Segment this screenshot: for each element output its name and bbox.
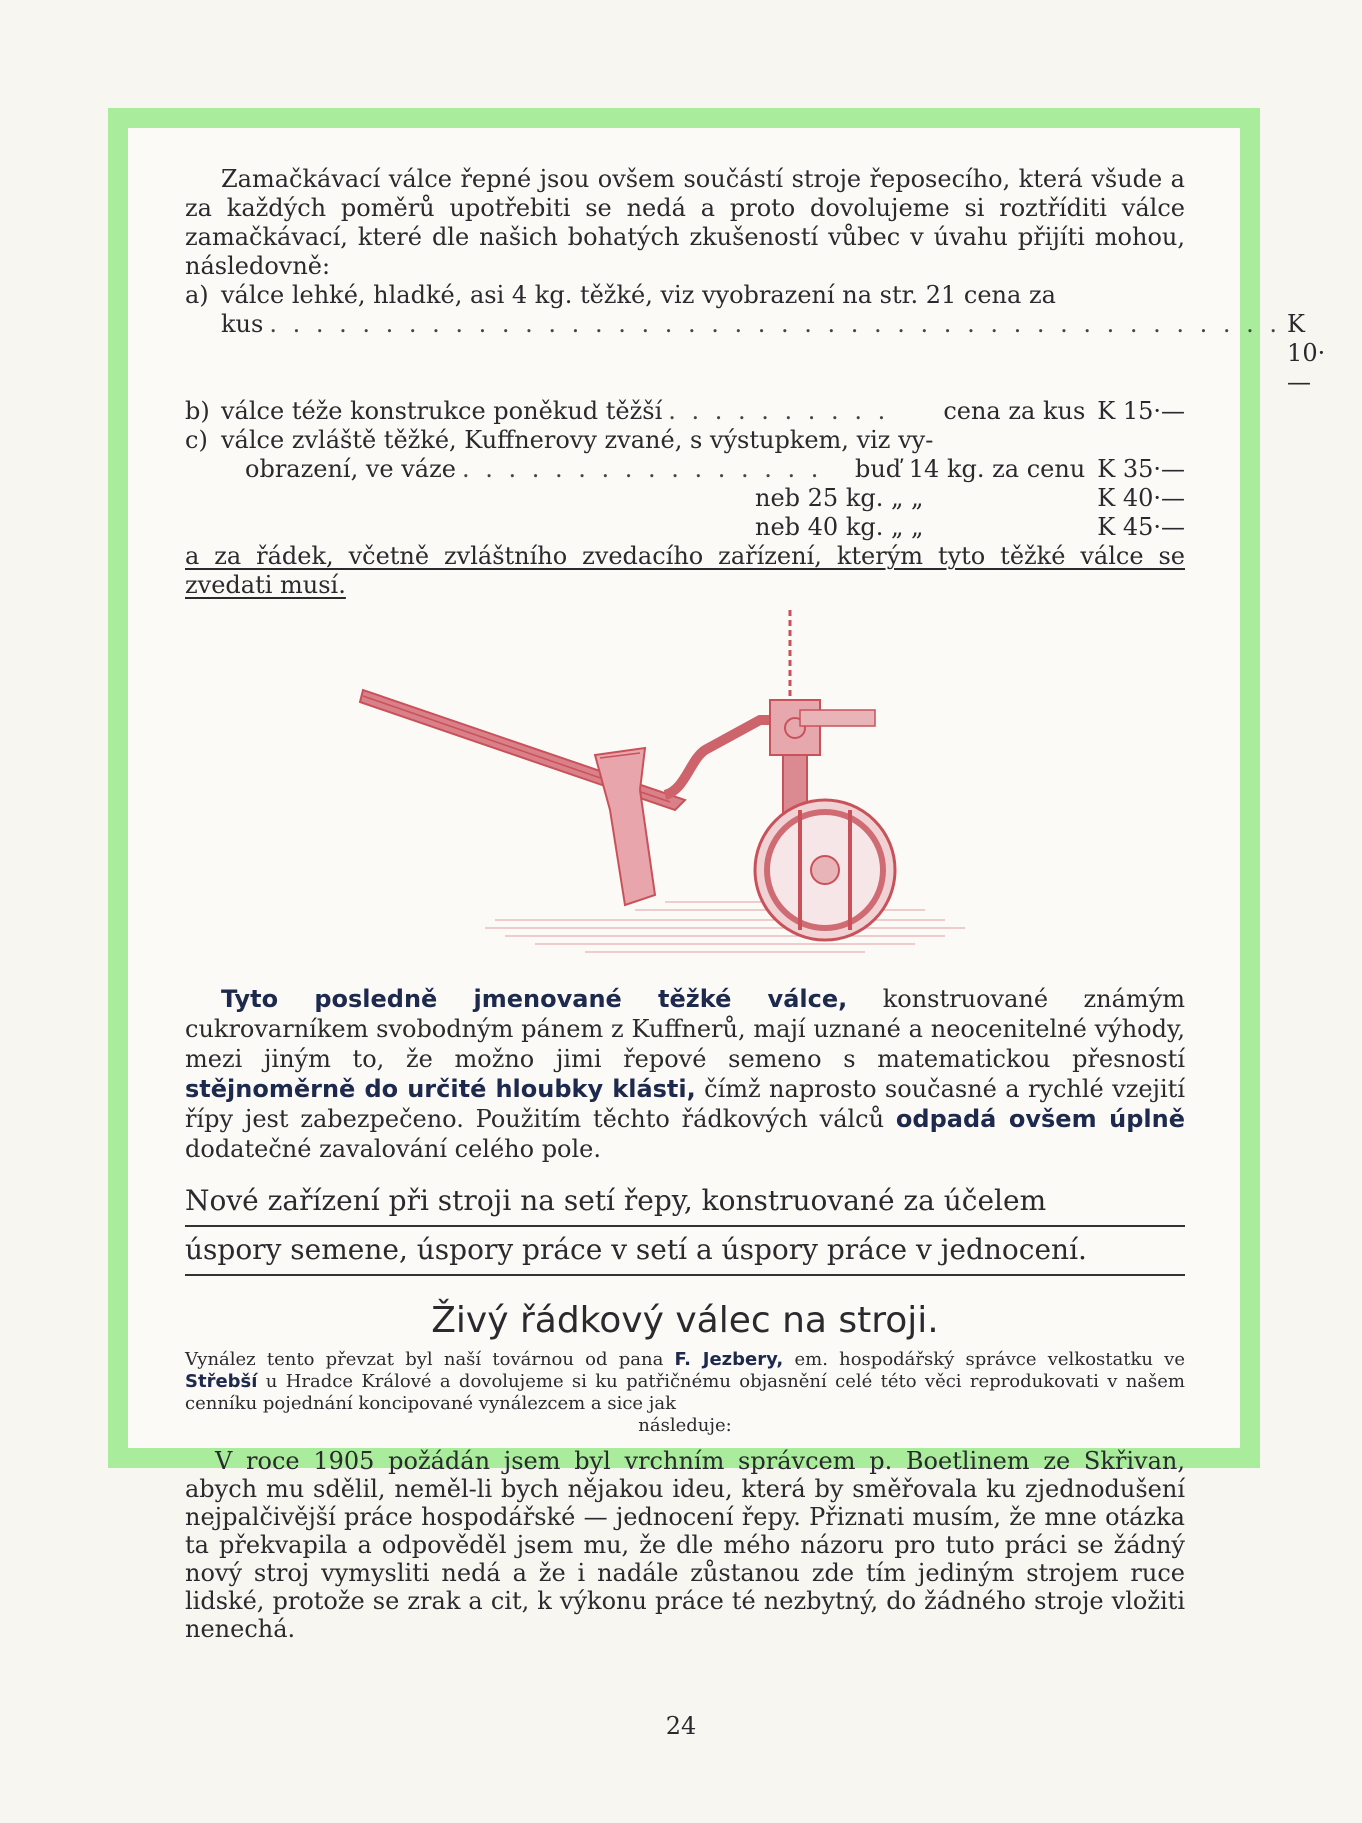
note-last-line: následuje:	[638, 1415, 732, 1436]
item-b-mid: cena za kus	[943, 397, 1086, 425]
item-a-line	[185, 281, 1185, 310]
note-paragraph	[185, 1349, 1185, 1415]
item-b-price: K 15·—	[1097, 397, 1185, 425]
note-bold-1: F. Jezbery,	[674, 1349, 784, 1370]
desc-bold-1: Tyto posledně jmenované těžké válce,	[221, 985, 848, 1013]
banner-line-1: Nové zařízení při stroji na setí řepy, konstruované za účelem	[185, 1178, 1185, 1227]
item-c-option-2	[755, 484, 1185, 513]
desc-text-2: čímž naprosto současné a rychlé vzejití řípy jest zabezpečeno. Použitím těchto řádkových válců	[185, 1075, 1185, 1133]
item-c-opt3: neb 40 kg. „ „	[755, 513, 924, 541]
page-content	[185, 165, 1326, 1643]
item-b-text: válce téže konstrukce poněkud těžší	[221, 397, 663, 425]
item-c-price1: K 35·—	[1097, 455, 1185, 483]
price-list	[185, 281, 1326, 600]
item-c-label: c)	[185, 426, 208, 454]
item-a-text: válce lehké, hladké, asi 4 kg. těžké, viz vyobrazení na str. 21 cena za	[221, 281, 1056, 309]
description-paragraph	[185, 984, 1185, 1164]
item-c-line	[185, 426, 1185, 455]
banner	[185, 1178, 1185, 1276]
item-b-line	[185, 397, 1185, 426]
roller-drawing	[185, 610, 1185, 970]
leader-dots: . . . . . . . . . .	[668, 397, 890, 425]
note-text-1: Vynález tento převzat byl naší továrnou od pana	[185, 1349, 675, 1370]
item-a-tail: kus	[221, 310, 264, 338]
note-bold-2: Střebší	[185, 1371, 258, 1392]
note-text-2: em. hospodářský správce velkostatku ve	[783, 1349, 1186, 1370]
item-c-price3: K 45·—	[1097, 513, 1185, 541]
item-a-price-line	[185, 310, 1326, 397]
item-b-label: b)	[185, 397, 210, 425]
item-a-price: K 10·—	[1287, 310, 1326, 396]
banner-line-2: úspory semene, úspory práce v setí a úspory práce v jednocení.	[185, 1227, 1185, 1276]
item-footer-line: a za řádek, včetně zvláštního zvedacího zařízení, kterým tyto těžké válce se zvedati musí.	[185, 542, 1185, 599]
item-c-text: válce zvláště těžké, Kuffnerovy zvané, s výstupkem, viz vy-	[221, 426, 934, 454]
section-heading: Živý řádkový válec na stroji.	[431, 1300, 939, 1341]
item-c-option-3	[755, 513, 1185, 542]
item-c-opt2: neb 25 kg. „ „	[755, 484, 924, 512]
item-c-opt1: buď 14 kg. za cenu	[854, 455, 1086, 483]
item-c-tail: obrazení, ve váze	[245, 455, 456, 483]
leader-dots: . . . . . . . . . . . . . . . .	[461, 455, 823, 483]
item-c-option-1	[185, 455, 1185, 484]
page-number: 24	[665, 1712, 697, 1740]
story-paragraph: V roce 1905 požádán jsem byl vrchním správcem p. Boetlinem ze Skřivan, abych mu sdělil, neměl-li bych nějakou ideu, která by směřovala ku zjednodušení nejpalčivější práce hospodářské — jednocení řepy. Přiznati musím, že mne otázka ta překvapila a odpověděl jsem mu, že dle mého názoru pro tuto práci se žádný nový stroj vymysliti nedá a že i nadále zůstanou zde tím jediným strojem ruce lidské, protože se zrak a cit, k výkonu práce té nezbytný, do žádného stroje vložiti nenechá.	[185, 1447, 1185, 1643]
desc-text-3: dodatečné zavalování celého pole.	[185, 1135, 602, 1163]
item-a-label: a)	[185, 281, 209, 309]
roller-illustration	[185, 610, 1185, 970]
item-c-price2: K 40·—	[1097, 484, 1185, 512]
desc-text-1: konstruované známým cukrovarníkem svobodným pánem z Kuffnerů, mají uznané a neocenitelné výhody, mezi jiným to, že možno jimi řepové semeno s matematickou přesností	[185, 985, 1186, 1073]
intro-paragraph: Zamačkávací válce řepné jsou ovšem součástí stroje řeposecího, která všude a za každých poměrů upotřebiti se nedá a proto dovolujeme si roztříditi válce zamačkávací, které dle našich bohatých zkušeností vůbec v úvahu přijíti mohou, následovně:	[185, 165, 1185, 280]
desc-bold-3: odpadá ovšem úplně	[895, 1105, 1185, 1133]
note-text-3: u Hradce Králové a dovolujeme si ku patřičnému objasnění celé této věci reprodukovati v našem cenníku pojednání koncipované vynálezcem a sice jak	[185, 1371, 1185, 1414]
desc-bold-2: stějnoměrně do určité hloubky klásti,	[185, 1075, 696, 1103]
leader-dots: . . . . . . . . . . . . . . . . . . . . . . . . . . . . . . . . . . . . . . . . . . . .	[269, 310, 1282, 338]
